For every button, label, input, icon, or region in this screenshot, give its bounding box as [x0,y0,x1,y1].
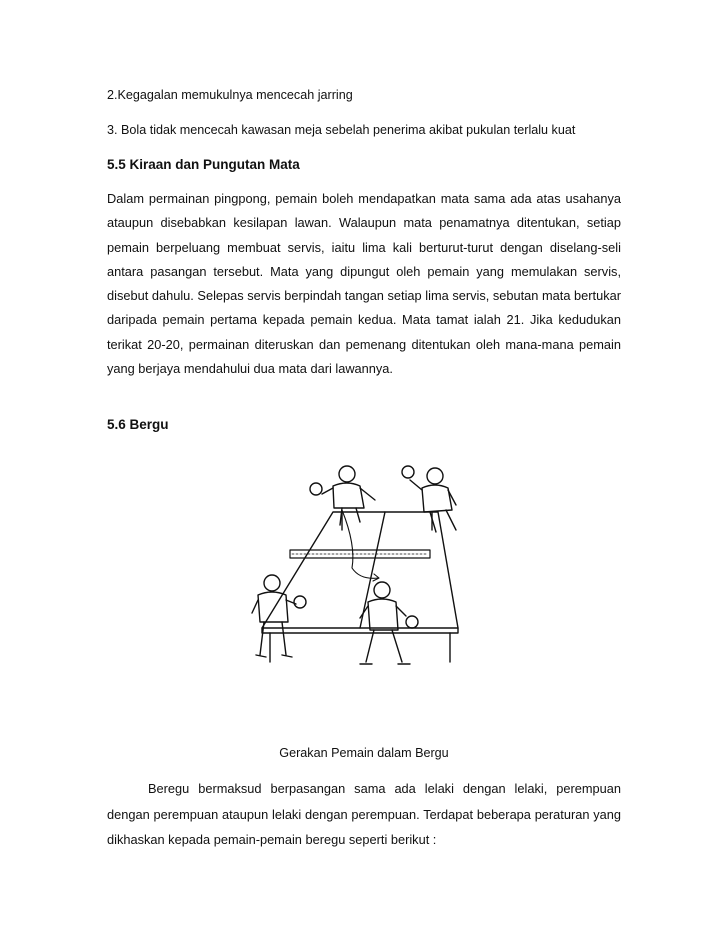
doubles-table-tennis-illustration [230,450,480,680]
player-near-right [360,582,418,664]
player-near-left [252,575,306,657]
table-center-line [360,512,385,628]
table-top [262,512,458,628]
section-heading-5-6: 5.6 Bergu [107,417,169,432]
section-body-5-5: Dalam permainan pingpong, pemain boleh mendapatkan mata sama ada atas usahanya ataupun disebabkan kesilapan lawan. Walaupun mata penamatnya ditentukan, setiap pemain berpeluang membuat servis, iaitu lima kali berturut-turut dengan diselang-seli antara pasangan tersebut. Mata yang dipungut oleh pemain yang memulakan servis, disebut dahulu. Selepas servis berpindah tangan setiap lima servis, sebutan mata bertukar daripada pemain pertama kepada pemain kedua. Mata tamat ialah 21. Jika kedudukan terikat 20-20, permainan diteruskan dan pemenang ditentukan oleh mana-mana pemain yang berjaya mendahului dua mata dari lawannya. [107,191,621,377]
player-far-right [402,466,456,532]
section-heading-5-5: 5.5 Kiraan dan Pungutan Mata [107,157,300,172]
list-item-3: 3. Bola tidak mencecah kawasan meja sebelah penerima akibat pukulan terlalu kuat [107,123,576,137]
figure-caption: Gerakan Pemain dalam Bergu [279,746,449,760]
table-legs [270,512,450,662]
section-body-5-6: Beregu bermaksud berpasangan sama ada lelaki dengan lelaki, perempuan dengan perempuan ataupun lelaki dengan perempuan. Terdapat beberapa peraturan yang dikhaskan kepada pemain-pemain beregu seperti berikut : [107,781,621,847]
list-item-2: 2.Kegagalan memukulnya mencecah jarring [107,88,353,102]
